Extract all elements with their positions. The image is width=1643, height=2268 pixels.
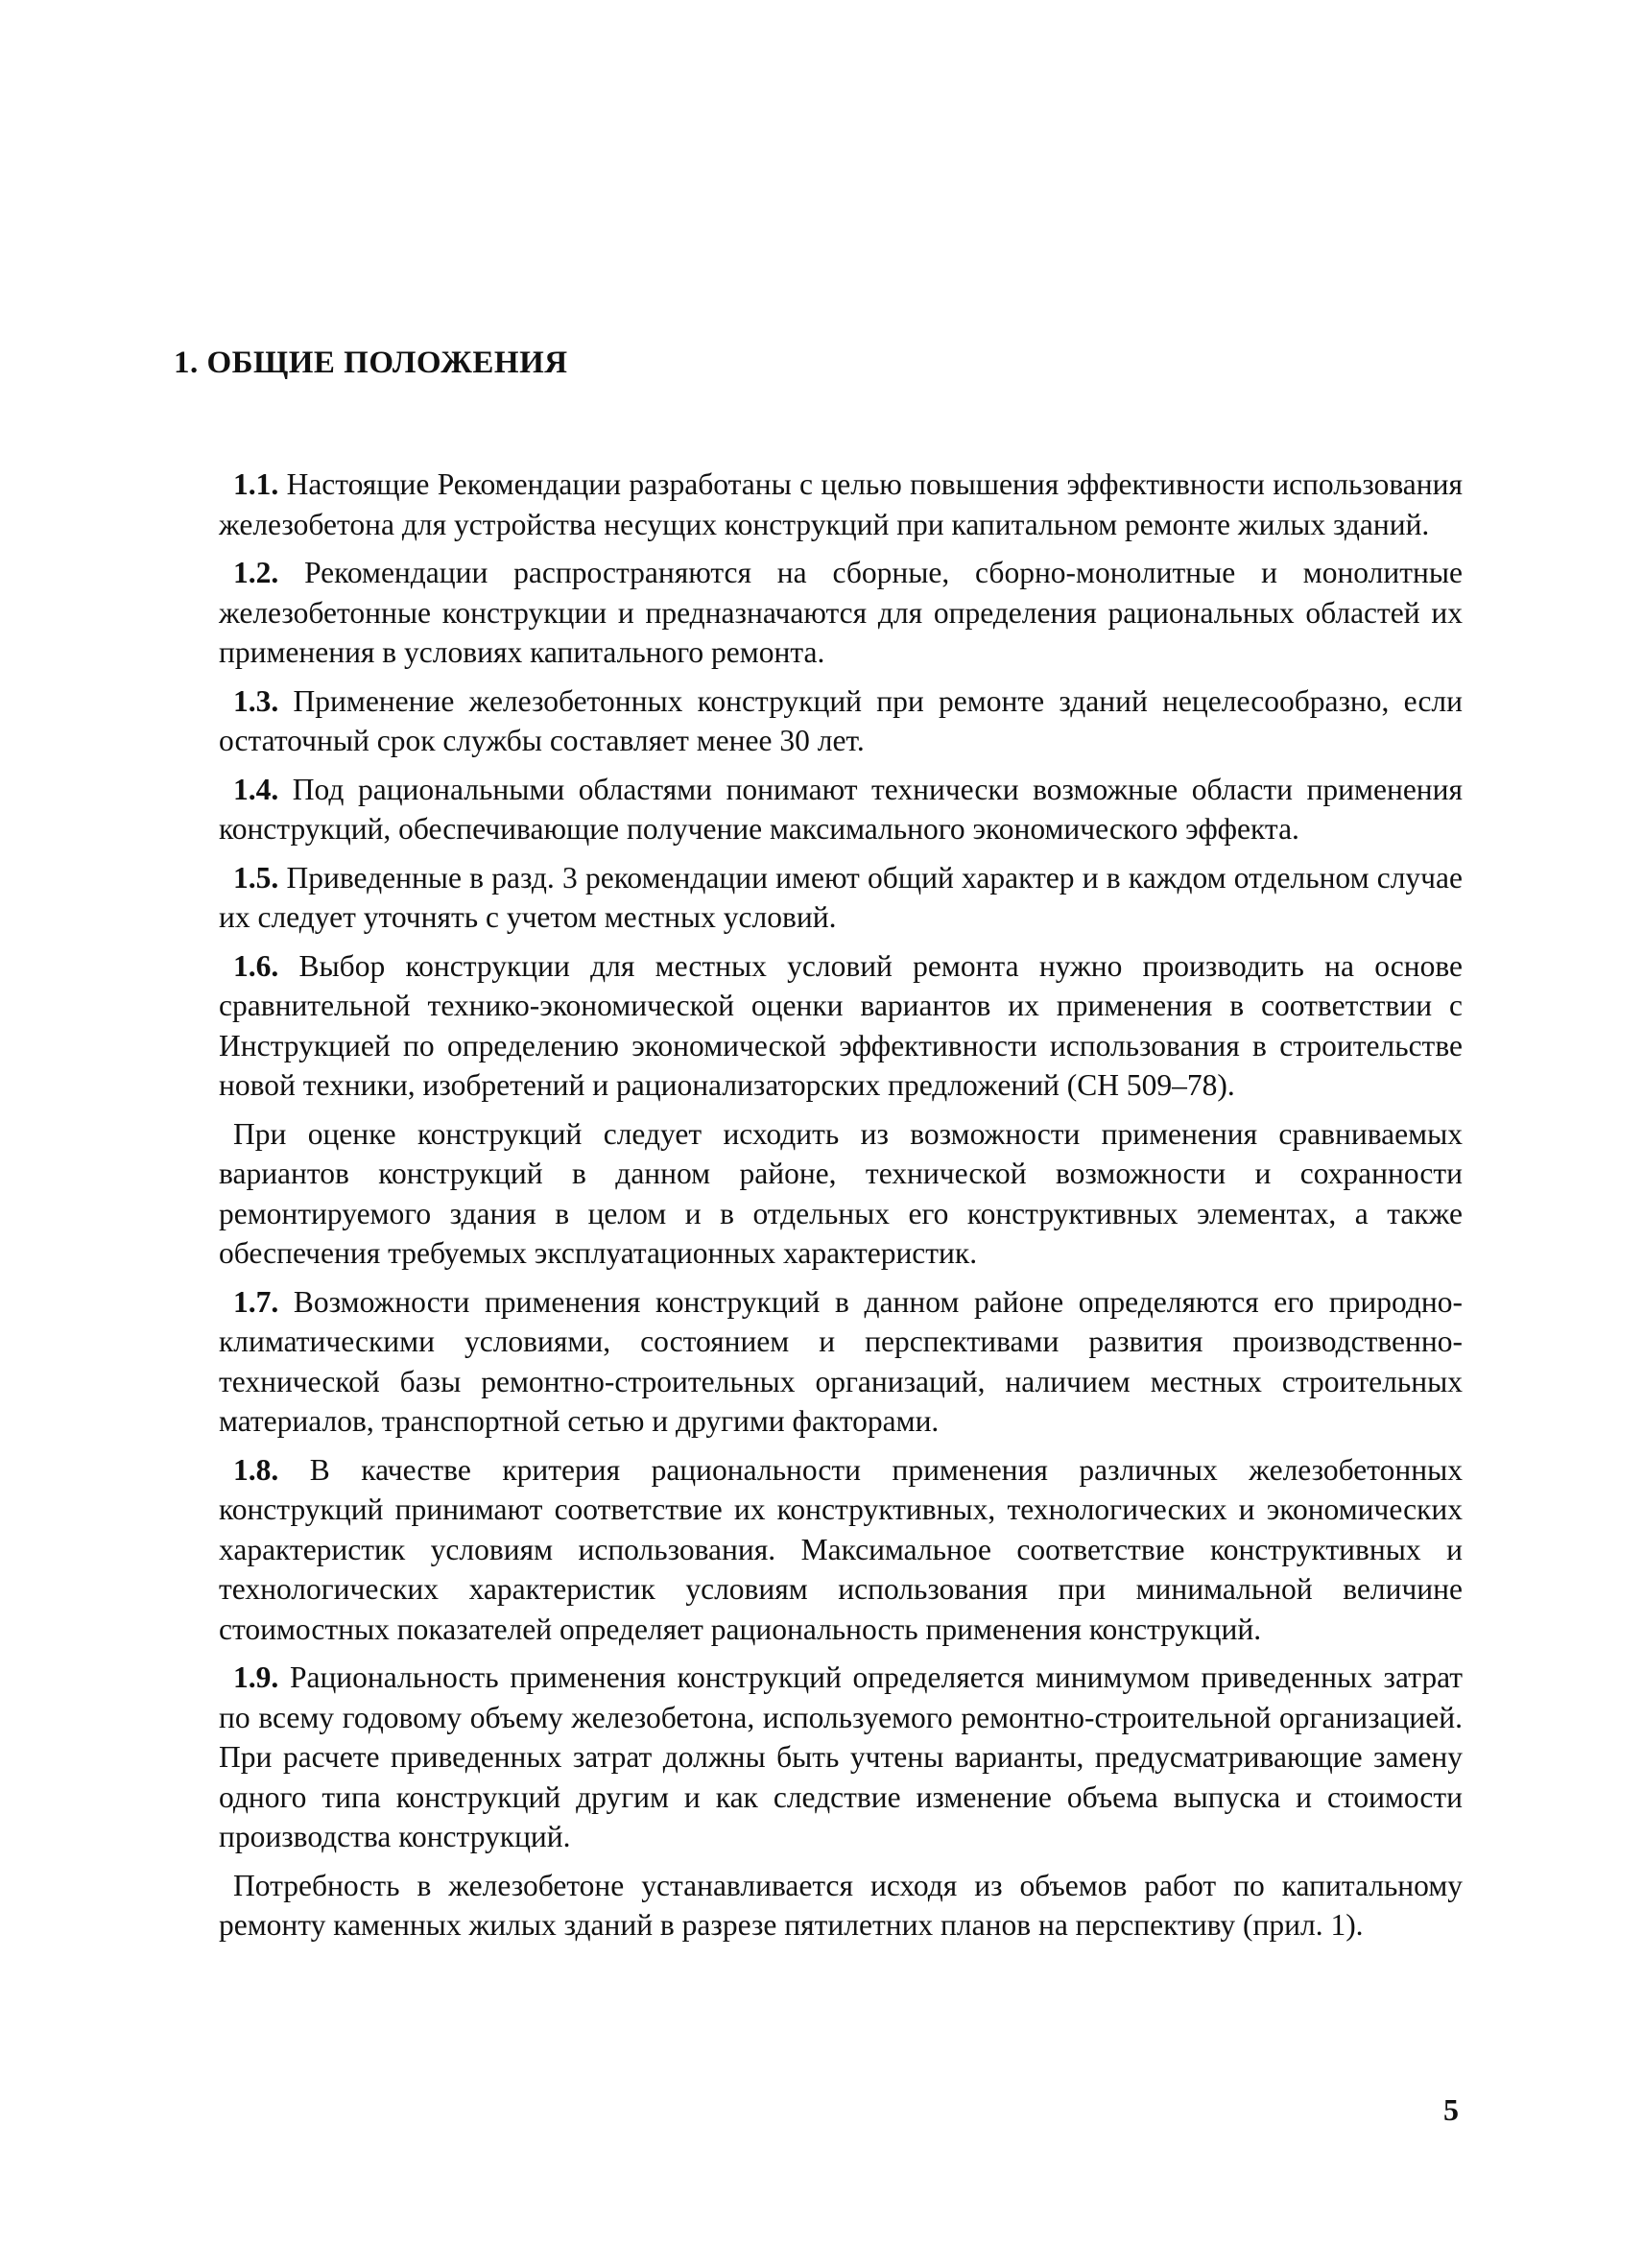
paragraph-text: Применение железобетонных конструкций при ремонте зданий нецелесообразно, если остаточный срок службы составляет менее 30 лет. (219, 683, 1463, 757)
paragraph-1-6 (219, 946, 1463, 1106)
paragraph-text: При оценке конструкций следует исходить из возможности применения сравниваемых вариантов конструкций в данном районе, технической возможности и сохранности ремонтируемого здания в целом и в отдельных его конструктивных элементах, а также обеспечения требуемых эксплуатационных характеристик. (219, 1116, 1463, 1270)
paragraph-1-5 (219, 858, 1463, 938)
paragraph-number: 1.3. (233, 683, 279, 718)
paragraph-number: 1.8. (233, 1452, 279, 1487)
paragraph-number: 1.2. (233, 556, 279, 589)
paragraph-number: 1.1. (233, 467, 279, 501)
paragraph-1-7 (219, 1282, 1463, 1442)
paragraph-1-8 (219, 1450, 1463, 1650)
paragraph-text: Выбор конструкции для местных условий ремонта нужно производить на основе сравнительной технико-экономической оценки вариантов их применения в соответствии с Инструкцией по определению экономической эффективности использования в строительстве новой техники, изобретений и рационализаторских предложений (СН 509–78). (219, 948, 1463, 1102)
body-text (219, 465, 1463, 1954)
paragraph-text: Настоящие Рекомендации разработаны с целью повышения эффективности использования железобетона для устройства несущих конструкций при капитальном ремонте жилых зданий. (219, 467, 1463, 541)
paragraph-text: Рекомендации распространяются на сборные, сборно-монолитные и монолитные железобетонные конструкции и предназначаются для определения рациональных областей их применения в условиях капитального ремонта. (219, 556, 1463, 669)
section-title: 1. ОБЩИЕ ПОЛОЖЕНИЯ (174, 346, 568, 380)
paragraph-1-3 (219, 681, 1463, 761)
paragraph-text: Приведенные в разд. 3 рекомендации имеют общий характер и в каждом отдельном случае их следует уточнять с учетом местных условий. (219, 860, 1463, 934)
paragraph-1-2 (219, 553, 1463, 673)
page-number: 5 (1443, 2092, 1459, 2127)
paragraph-number: 1.4. (233, 772, 279, 806)
paragraph-number: 1.5. (233, 860, 279, 895)
paragraph-text: В качестве критерия рациональности применения различных железобетонных конструкций принимают соответствие их конструктивных, технологических и экономических характеристик условиям использования. Максимальное соответствие конструктивных и технологических характеристик условиям использования при минимальной величине стоимостных показателей определяет рациональность применения конструкций. (219, 1452, 1463, 1646)
paragraph-1-9-continued (219, 1866, 1463, 1946)
paragraph-text: Потребность в железобетоне устанавливается исходя из объемов работ по капитальному ремонту каменных жилых зданий в разрезе пятилетних планов на перспективу (прил. 1). (219, 1868, 1463, 1942)
paragraph-number: 1.9. (233, 1660, 279, 1694)
paragraph-1-6-continued (219, 1114, 1463, 1274)
paragraph-number: 1.7. (233, 1284, 279, 1319)
paragraph-number: 1.6. (233, 948, 279, 983)
paragraph-text: Рациональность применения конструкций определяется минимумом приведенных затрат по всему годовому объему железобетона, используемого ремонтно-строительной организацией. При расчете приведенных затрат должны быть учтены варианты, предусматривающие замену одного типа конструкций другим и как следствие изменение объема выпуска и стоимости производства конструкций. (219, 1660, 1463, 1853)
paragraph-1-1 (219, 465, 1463, 544)
paragraph-1-4 (219, 770, 1463, 849)
paragraph-text: Под рациональными областями понимают технически возможные области применения конструкций, обеспечивающие получение максимального экономического эффекта. (219, 772, 1463, 846)
paragraph-1-9 (219, 1658, 1463, 1857)
paragraph-text: Возможности применения конструкций в данном районе определяются его природно-климатическими условиями, состоянием и перспективами развития производственно-технической базы ремонтно-строительных организаций, наличием местных строительных материалов, транспортной сетью и другими факторами. (219, 1284, 1463, 1438)
